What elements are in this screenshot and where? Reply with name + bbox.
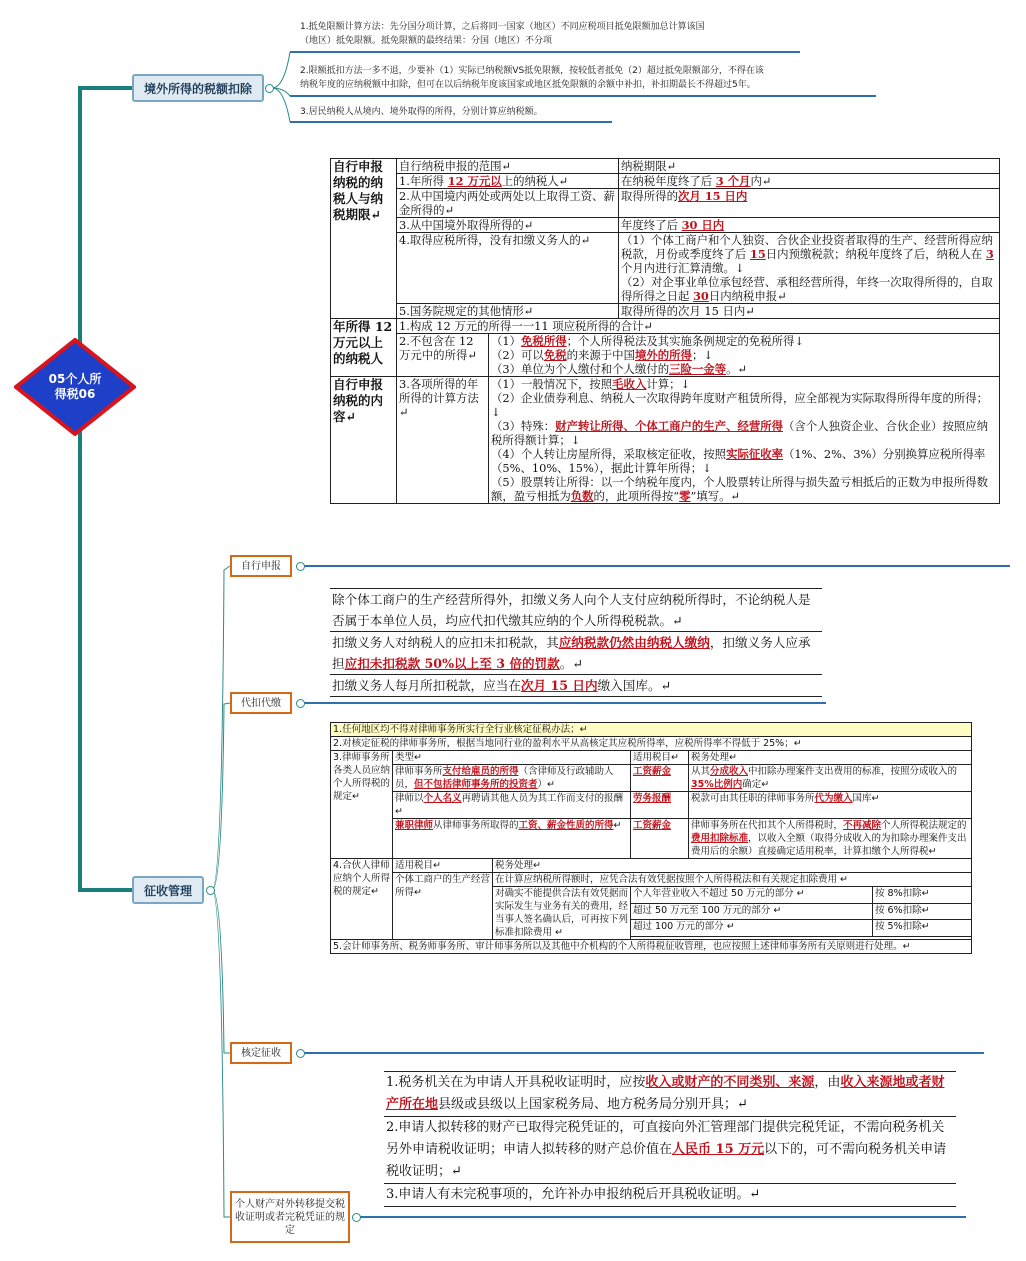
collapse-toggle-withholding[interactable] bbox=[296, 699, 305, 708]
partner-tier-1-rate: 按 8%扣除↵ bbox=[873, 887, 972, 904]
root-label bbox=[14, 338, 136, 436]
leaf-transfer[interactable]: 个人财产对外转移提交税收证明或者完税凭证的规定 bbox=[230, 1191, 350, 1243]
high-income-row-1: 1.构成 12 万元的所得一一11 项应税所得的合计↵ bbox=[397, 319, 1000, 334]
period-row-1: 在纳税年度终了后 3 个月内↵ bbox=[619, 174, 1000, 189]
law-col-type: 类型↵ bbox=[393, 751, 631, 765]
law-type-2: 律师以个人名义再聘请其他人员为其工作而支付的报酬↵ bbox=[393, 792, 631, 819]
law-type-1: 律师事务所支付给雇员的所得（含律师及行政辅助人员，但不包括律师事务所的投资者）↵ bbox=[393, 765, 631, 792]
law-firm-header: 3.律师事务所各类人员应纳个人所得税的规定↵ bbox=[331, 751, 393, 859]
col-scope-header: 自行纳税申报的范围↵ bbox=[397, 159, 619, 174]
scope-row-3: 3.从中国境外取得所得的↵ bbox=[397, 218, 619, 233]
law-col-treat: 税务处理↵ bbox=[689, 751, 972, 765]
transfer-row-3: 3.申请人有未完税事项的，允许补办申报纳税后开具税收证明。↵ bbox=[384, 1184, 956, 1207]
collapse-toggle-assessed[interactable] bbox=[296, 1049, 305, 1058]
transfer-table bbox=[384, 1071, 956, 1207]
partner-col-treat: 税务处理↵ bbox=[493, 859, 972, 873]
overseas-note-2-line2: 纳税年度的应纳税额中扣除，但可在以后纳税年度该国家或地区抵免限额的余额中补扣，补扣期最长不得超过5年。 bbox=[300, 80, 756, 90]
self-declare-header: 自行申报纳税的纳税人与纳税期限↵ bbox=[331, 159, 397, 319]
content-row-label: 3.各项所得的年所得的计算方法↵ bbox=[397, 377, 489, 504]
high-income-row-2-label: 2.不包含在 12 万元中的所得↵ bbox=[397, 334, 489, 377]
law-item-2: 劳务报酬 bbox=[631, 792, 689, 819]
col-period-header: 纳税期限↵ bbox=[619, 159, 1000, 174]
root-title-line1: 05个人所 bbox=[48, 372, 102, 386]
law-treat-1: 从其分成收入中扣除办理案件支出费用的标准，按照分成收入的35%比例内确定↵ bbox=[689, 765, 972, 792]
collapse-toggle-admin[interactable] bbox=[206, 886, 215, 895]
content-header: 自行申报纳税的内容↵ bbox=[331, 377, 397, 504]
scope-row-1: 1.年所得 12 万元以上的纳税人↵ bbox=[397, 174, 619, 189]
partner-tier-3-rate: 按 5%扣除↵ bbox=[873, 920, 972, 937]
law-col-item: 适用税目↵ bbox=[631, 751, 689, 765]
partner-tier-2-rate: 按 6%扣除↵ bbox=[873, 903, 972, 920]
scope-row-5: 5.国务院规定的其他情形↵ bbox=[397, 304, 619, 319]
period-row-5: 取得所得的次月 15 日内↵ bbox=[619, 304, 1000, 319]
overseas-note-2-line1: 2.限额抵扣方法一多不退，少要补（1）实际已纳税额VS抵免限额，按较低者抵免（2）超过抵免限额部分，不得在该 bbox=[300, 66, 764, 76]
branch-overseas[interactable]: 境外所得的税额扣除 bbox=[132, 74, 264, 102]
period-row-4: （1）个体工商户和个人独资、合伙企业投资者取得的生产、经营所得应纳税款，月份或季度终了后 15日内预缴税款；纳税年度终了后，纳税人在 3个月内进行汇算清缴。↓ （2）对企事业单位承包经营、承租经营所得，年终一次取得所得的，自取得所得之日起 30日内纳税申报↵ bbox=[619, 233, 1000, 304]
partner-treat-2: 对确实不能提供合法有效凭据而实际发生与业务有关的费用，经当事人签名确认后，可再按下列标准扣除费用 ↵ bbox=[493, 887, 631, 940]
high-income-row-2-content: （1）免税所得；个人所得税法及其实施条例规定的免税所得↓ （2）可以免税的来源于中国境外的所得；↓ （3）单位为个人缴付和个人缴付的三险一金等。↵ bbox=[489, 334, 1000, 377]
assessed-row-1: 1.任何地区均不得对律师事务所实行全行业核定征税办法；↵ bbox=[331, 723, 972, 737]
assessed-row-2: 2.对核定征税的律师事务所，根据当地同行业的盈利水平从高核定其应税所得率，应税所得率不得低于 25%；↵ bbox=[331, 737, 972, 751]
leaf-assessed[interactable]: 核定征收 bbox=[230, 1042, 292, 1064]
partner-col-item: 适用税目↵ bbox=[393, 859, 493, 873]
partner-tier-3: 超过 100 万元的部分 ↵ bbox=[631, 920, 873, 937]
law-item-3: 工资薪金 bbox=[631, 819, 689, 859]
overseas-note-3: 3.居民纳税人从境内、境外取得的所得，分别计算应纳税额。 bbox=[300, 107, 543, 117]
overseas-note-1-line2: （地区）抵免限额。抵免限额的最终结果：分国（地区）不分项 bbox=[300, 36, 553, 46]
law-type-3: 兼职律师从律师事务所取得的工资、薪金性质的所得↵ bbox=[393, 819, 631, 859]
transfer-row-1: 1.税务机关在为申请人开具税收证明时，应按收入或财产的不同类别、来源，由收入来源地或者财产所在地县级或县级以上国家税务局、地方税务局分别开具；↵ bbox=[384, 1072, 956, 1117]
law-item-1: 工资薪金 bbox=[631, 765, 689, 792]
withholding-table bbox=[330, 588, 822, 697]
partner-header: 4.合伙人律师应纳个人所得税的规定↵ bbox=[331, 859, 393, 940]
assessed-table bbox=[330, 722, 972, 954]
high-income-header: 年所得 12 万元以上的纳税人 bbox=[331, 319, 397, 377]
withholding-row-3: 扣缴义务人每月所扣税款，应当在次月 15 日内缴入国库。↵ bbox=[330, 675, 822, 697]
assessed-row-5: 5.会计师事务所、税务师事务所、审计师事务所以及其他中介机构的个人所得税征收管理，也应按照上述律师事务所有关原则进行处理。↵ bbox=[331, 940, 972, 954]
partner-tier-2: 超过 50 万元至 100 万元的部分 ↵ bbox=[631, 903, 873, 920]
overseas-note-1-line1: 1.抵免限额计算方法：先分国分项计算，之后将同一国家（地区）不同应税项目抵免限额加总计算该国 bbox=[300, 22, 705, 32]
collapse-toggle-self-declare[interactable] bbox=[296, 562, 305, 571]
scope-row-2: 2.从中国境内两处或两处以上取得工资、薪金所得的↵ bbox=[397, 189, 619, 218]
period-row-3: 年度终了后 30 日内 bbox=[619, 218, 1000, 233]
root-node[interactable] bbox=[14, 338, 136, 436]
overseas-note-2 bbox=[300, 64, 880, 92]
leaf-self-declare[interactable]: 自行申报 bbox=[230, 555, 292, 577]
overseas-note-1 bbox=[300, 20, 820, 48]
collapse-toggle-transfer[interactable] bbox=[352, 1213, 361, 1222]
withholding-row-1: 除个体工商户的生产经营所得外，扣缴义务人向个人支付应纳税所得时，不论纳税人是否属于本单位人员，均应代扣代缴其应纳的个人所得税税款。↵ bbox=[330, 589, 822, 632]
scope-row-4: 4.取得应税所得，没有扣缴义务人的↵ bbox=[397, 233, 619, 304]
content-row-methods: （1）一般情况下，按照毛收入计算；↓ （2）企业债券利息、纳税人一次取得跨年度财产租赁所得，应全部视为实际取得所得年度的所得；↓ （3）特殊：财产转让所得、个体工商户的生产、经营所得（含个人独资企业、合伙企业）按照应纳税所得额计算；↓ （4）个人转让房屋所得，采取核定征收，按照实际征收率（1%、2%、3%）分别换算应税所得率（5%、10%、15%），据此计算年所得；↓ （5）股票转让所得：以一个纳税年度内，个人股票转让所得与损失盈亏相抵后的正数为申报所得数额，盈亏相抵为负数的，此项所得按“零”填写。↵ bbox=[489, 377, 1000, 504]
partner-treat-1: 在计算应纳税所得额时，应凭合法有效凭据按照个人所得税法和有关规定扣除费用 ↵ bbox=[493, 873, 972, 887]
self-declare-table bbox=[330, 158, 1000, 504]
period-row-2: 取得所得的次月 15 日内 bbox=[619, 189, 1000, 218]
branch-admin[interactable]: 征收管理 bbox=[132, 876, 204, 904]
transfer-row-2: 2.申请人拟转移的财产已取得完税凭证的，可直接向外汇管理部门提供完税凭证，不需向税务机关另外申请税收证明；申请人拟转移的财产总价值在人民币 15 万元以下的，可不需向税务机关申请税收证明；↵ bbox=[384, 1117, 956, 1184]
root-title-line2: 得税06 bbox=[54, 387, 96, 401]
collapse-toggle-overseas[interactable] bbox=[265, 84, 274, 93]
leaf-withholding[interactable]: 代扣代缴 bbox=[230, 692, 292, 714]
withholding-row-2: 扣缴义务人对纳税人的应扣未扣税款，其应纳税款仍然由纳税人缴纳，扣缴义务人应承担应扣未扣税款 50%以上至 3 倍的罚款。↵ bbox=[330, 632, 822, 675]
law-treat-3: 律师事务所在代扣其个人所得税时，不再减除个人所得税法规定的费用扣除标准，以收入全额（取得分成收入的为扣除办理案件支出费用后的余额）直接确定适用税率，计算扣缴个人所得税↵ bbox=[689, 819, 972, 859]
partner-tier-1: 个人年营业收入不超过 50 万元的部分 ↵ bbox=[631, 887, 873, 904]
law-treat-2: 税款可由其任职的律师事务所代为缴入国库↵ bbox=[689, 792, 972, 819]
partner-item: 个体工商户的生产经营所得↵ bbox=[393, 873, 493, 940]
